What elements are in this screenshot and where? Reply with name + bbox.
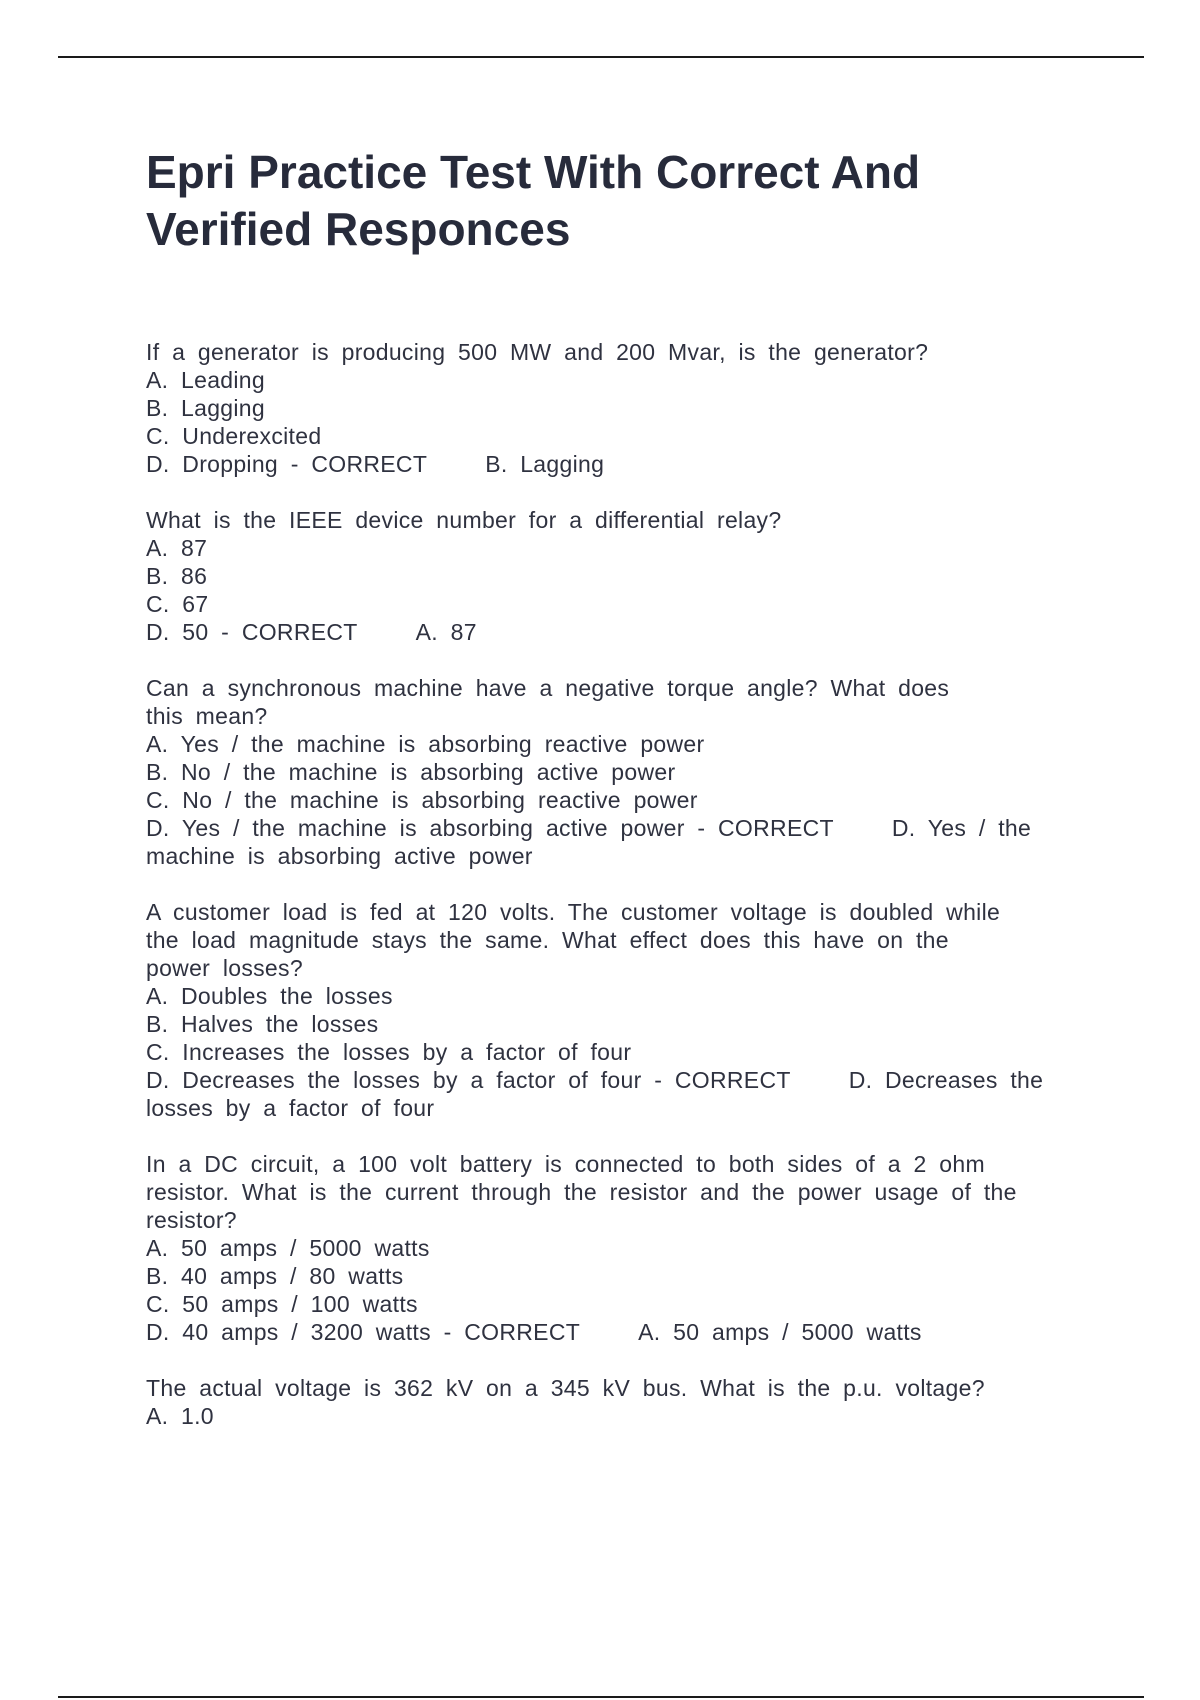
option-correct-flag: D. Yes / the machine is absorbing active power - CORRECT: [146, 815, 834, 841]
document-body: [146, 338, 1086, 1458]
option: A. Yes / the machine is absorbing reactive power: [146, 731, 705, 757]
option-correct-flag: D. Decreases the losses by a factor of four - CORRECT: [146, 1067, 791, 1093]
option: C. No / the machine is absorbing reactive power: [146, 787, 698, 813]
answer-line: [146, 1318, 1086, 1346]
option: B. Halves the losses: [146, 1011, 379, 1037]
answer: A. 87: [415, 619, 477, 645]
option: B. Lagging: [146, 395, 265, 421]
question-block: [146, 506, 1086, 646]
option-correct-flag: D. 40 amps / 3200 watts - CORRECT: [146, 1319, 581, 1345]
answer: B. Lagging: [485, 451, 605, 477]
question-block: [146, 338, 1086, 478]
option-correct-flag: D. Dropping - CORRECT: [146, 451, 428, 477]
option: A. Leading: [146, 367, 265, 393]
top-rule: [58, 56, 1144, 58]
bottom-rule: [58, 1696, 1144, 1698]
answer-line: [146, 618, 1086, 646]
question-text: Can a synchronous machine have a negative torque angle? What does this mean?: [146, 675, 962, 729]
question-block: [146, 1374, 1086, 1430]
question-block: [146, 1150, 1086, 1346]
option: C. 50 amps / 100 watts: [146, 1291, 418, 1317]
question-block: [146, 674, 1086, 870]
page-title: Epri Practice Test With Correct And Verified Responces: [146, 146, 921, 255]
answer: A. 50 amps / 5000 watts: [638, 1319, 922, 1345]
answer: D. Yes / the machine is absorbing active power: [146, 815, 1044, 869]
option: C. Increases the losses by a factor of four: [146, 1039, 632, 1065]
option: C. Underexcited: [146, 423, 322, 449]
answer: D. Decreases the losses by a factor of four: [146, 1067, 1056, 1121]
question-text: A customer load is fed at 120 volts. The customer voltage is doubled while the load magnitude stays the same. What effect does this have on the power losses?: [146, 899, 1013, 981]
option: A. Doubles the losses: [146, 983, 393, 1009]
answer-line: [146, 1066, 1086, 1122]
question-block: [146, 898, 1086, 1122]
question-text: In a DC circuit, a 100 volt battery is connected to both sides of a 2 ohm resistor. What is the current through the resistor and the power usage of the resistor?: [146, 1151, 1030, 1233]
answer-line: [146, 814, 1086, 870]
question-text: If a generator is producing 500 MW and 200 Mvar, is the generator?: [146, 339, 929, 365]
answer-line: [146, 450, 1086, 478]
option: C. 67: [146, 591, 209, 617]
option: B. No / the machine is absorbing active power: [146, 759, 676, 785]
question-text: The actual voltage is 362 kV on a 345 kV bus. What is the p.u. voltage?: [146, 1375, 985, 1401]
option: A. 87: [146, 535, 208, 561]
option-correct-flag: D. 50 - CORRECT: [146, 619, 358, 645]
option: B. 86: [146, 563, 208, 589]
option: A. 1.0: [146, 1403, 214, 1429]
option: A. 50 amps / 5000 watts: [146, 1235, 430, 1261]
question-text: What is the IEEE device number for a differential relay?: [146, 507, 782, 533]
option: B. 40 amps / 80 watts: [146, 1263, 404, 1289]
